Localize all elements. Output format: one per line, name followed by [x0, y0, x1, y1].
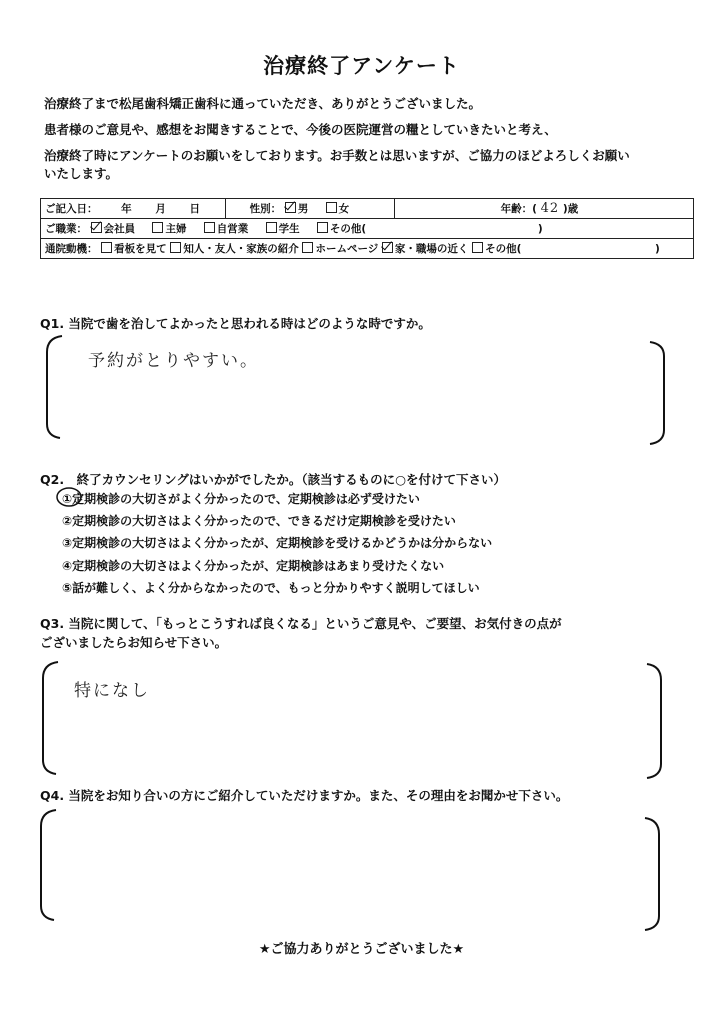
occupation-option-self-employed: 自営業	[216, 223, 249, 235]
age-value: 42	[540, 201, 560, 216]
year-label: 年	[121, 203, 132, 215]
q4-bracket-right	[645, 818, 659, 930]
reason-option-near: 家・職場の近く	[394, 243, 469, 255]
gender-label: 性別：	[249, 203, 282, 215]
q3-answer[interactable]: 特になし	[74, 681, 150, 701]
occupation-option-employee: 会社員	[103, 223, 136, 235]
intro-line-2: 患者様のご意見や、感想をお聞きすることで、今後の医院運営の糧としていきたいと考え、	[44, 122, 557, 137]
reason-option-referral: 知人・友人・家族の紹介	[183, 243, 299, 255]
month-label: 月	[155, 203, 166, 215]
q3-question-line-1: Q3. 当院に関して、「もっとこうすれば良くなる」というご意見や、ご要望、お気付きの点が	[40, 616, 562, 631]
q3-question-line-2: ございましたらお知らせ下さい。	[40, 635, 228, 650]
occupation-option-housewife: 主婦	[165, 223, 187, 235]
occupation-option-other: その他(	[329, 223, 367, 235]
q1-answer[interactable]: 予約がとりやすい。	[88, 351, 259, 371]
day-label: 日	[189, 203, 200, 215]
reason-other-close: )	[655, 243, 660, 255]
thanks-footer: ★ご協力ありがとうございました★	[258, 942, 465, 957]
occupation-other-close: )	[537, 223, 543, 235]
form-title: 治療終了アンケート	[263, 54, 460, 78]
reason-option-homepage: ホームページ	[315, 243, 379, 255]
intro-line-3: 治療終了時にアンケートのお願いをしております。お手数とは思いますが、ご協力のほどよろしくお願い	[44, 148, 630, 163]
q3-bracket-left	[43, 662, 58, 774]
q4-question: Q4. 当院をお知り合いの方にご紹介していただけますか。また、その理由をお聞かせ下さい。	[40, 788, 569, 803]
q1-bracket-left	[47, 336, 62, 438]
age-label: 年齢：(	[500, 203, 537, 215]
q3-bracket-right	[647, 664, 661, 778]
gender-female-label: 女	[338, 203, 350, 215]
reason-label: 通院動機：	[45, 243, 98, 255]
q2-option-2[interactable]: ②定期検診の大切さはよく分かったので、できるだけ定期検診を受けたい	[62, 514, 456, 528]
q1-question: Q1. 当院で歯を治してよかったと思われる時はどのような時ですか。	[40, 316, 431, 331]
q4-bracket-left	[41, 810, 56, 920]
q2-option-1[interactable]: ①定期検診の大切さがよく分かったので、定期検診は必ず受けたい	[62, 492, 420, 506]
occupation-option-student: 学生	[278, 223, 300, 235]
age-suffix: )歳	[562, 203, 579, 215]
reason-option-signboard: 看板を見て	[114, 243, 167, 255]
q2-option-3[interactable]: ③定期検診の大切さはよく分かったが、定期検診を受けるかどうかは分からない	[62, 536, 493, 550]
q2-option-5[interactable]: ⑤話が難しく、よく分からなかったので、もっと分かりやすく説明してほしい	[62, 581, 480, 595]
reason-option-other: その他(	[485, 243, 522, 255]
gender-male-label: 男	[297, 203, 309, 215]
q2-question: Q2. 終了カウンセリングはいかがでしたか。（該当するものに○を付けて下さい）	[40, 472, 506, 487]
q1-bracket-right	[650, 342, 664, 444]
q2-option-4[interactable]: ④定期検診の大切さはよく分かったが、定期検診はあまり受けたくない	[62, 559, 445, 573]
occupation-label: ご職業：	[45, 223, 87, 235]
intro-line-1: 治療終了まで松尾歯科矯正歯科に通っていただき、ありがとうございました。	[44, 96, 482, 111]
date-label: ご記入日：	[45, 203, 98, 215]
intro-line-4: いたします。	[44, 166, 119, 181]
